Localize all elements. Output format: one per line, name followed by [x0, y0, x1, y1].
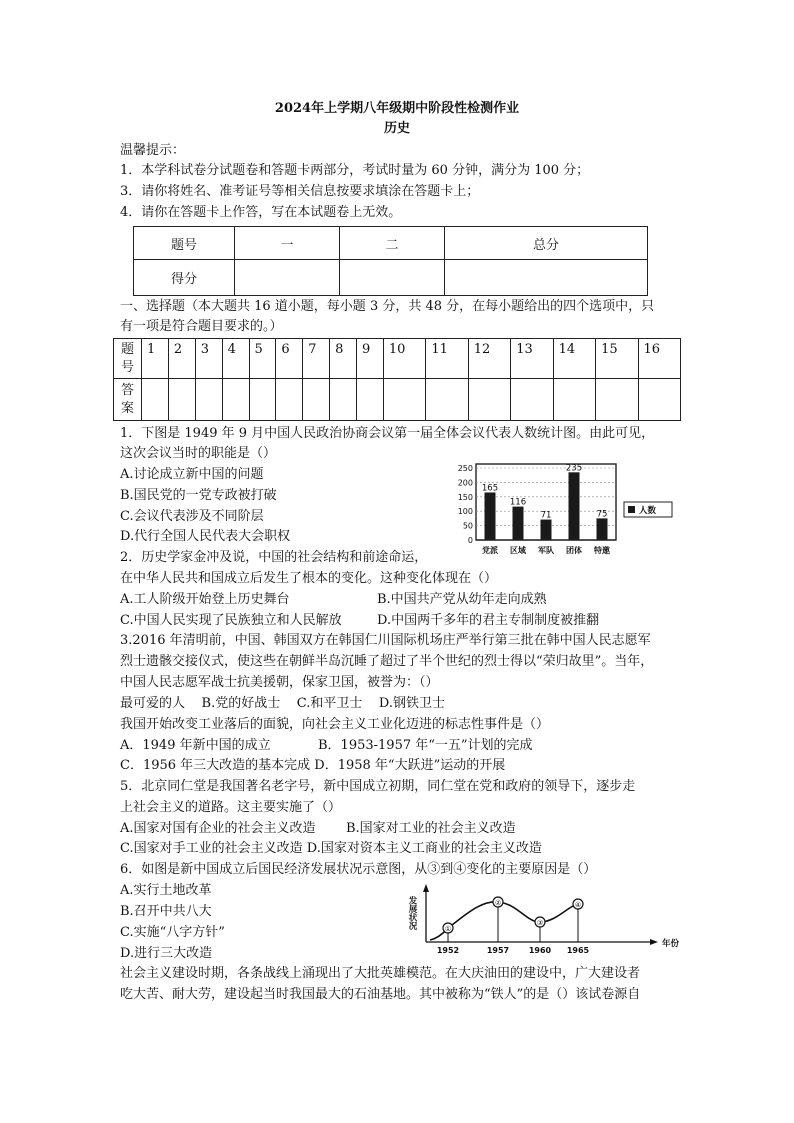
question-1-option-b[interactable]: B.国民党的一党专政被打破 [120, 488, 277, 503]
answer-cell[interactable] [142, 379, 169, 421]
question-3-options[interactable]: 最可爱的人 B.党的好战士 C.和平卫士 D.钢铁卫士 [120, 696, 445, 711]
question-1-stem-cont: 这次会议当时的职能是（） [120, 446, 277, 461]
data-label: 71 [540, 510, 552, 521]
x-tick-label: 团体 [566, 546, 582, 555]
answer-cell[interactable] [195, 379, 222, 421]
answer-cell[interactable] [553, 379, 595, 421]
question-7-stem-cont: 吃大苦、耐大劳，建设起当时我国最大的石油基地。其中被称为“铁人”的是（）该试卷源自 [120, 987, 641, 1002]
question-number-cell: 4 [222, 339, 249, 379]
y-tick-label: 100 [457, 507, 473, 517]
question-number-cell: 6 [276, 339, 303, 379]
y-tick-label: 150 [457, 492, 473, 502]
score-table-header: 一 [235, 227, 340, 260]
legend-swatch [628, 506, 635, 513]
point-label: ① [444, 925, 452, 933]
x-tick-label: 1960 [528, 946, 552, 955]
answer-cell[interactable] [330, 379, 357, 421]
score-table-header: 题号 [134, 227, 235, 260]
question-number-cell: 11 [426, 339, 468, 379]
question-number-cell: 13 [511, 339, 553, 379]
score-cell[interactable] [235, 260, 340, 296]
data-label: 235 [565, 463, 583, 474]
answer-cell[interactable] [357, 379, 384, 421]
question-2-option-c[interactable]: C.中国人民实现了民族独立和人民解放 [120, 613, 342, 628]
data-label: 116 [509, 497, 527, 508]
score-cell[interactable] [445, 260, 648, 296]
question-number-cell: 9 [357, 339, 384, 379]
question-number-cell: 12 [468, 339, 510, 379]
question-2-stem-cont: 在中华人民共和国成立后发生了根本的变化。这种变化体现在（） [120, 571, 498, 586]
answer-cell[interactable] [249, 379, 276, 421]
answer-cell[interactable] [511, 379, 553, 421]
question-2-option-d[interactable]: D.中国两千多年的君主专制制度被推翻 [377, 613, 600, 628]
bar [513, 507, 524, 540]
bar [541, 520, 552, 540]
bar [597, 518, 608, 540]
question-4-option-cd[interactable]: C．1956 年三大改造的基本完成 D．1958 年“大跃进”运动的开展 [120, 758, 506, 773]
point-label: ③ [536, 919, 544, 927]
question-number-cell: 5 [249, 339, 276, 379]
y-tick-label: 200 [457, 478, 473, 488]
notice-item: 1．本学科试卷分试题卷和答题卡两部分，考试时量为 60 分钟，满分为 100 分； [120, 163, 590, 178]
question-1-option-c[interactable]: C.会议代表涉及不同阶层 [120, 509, 264, 524]
x-axis-label: 年份 [662, 939, 680, 949]
question-number-cell: 2 [168, 339, 195, 379]
question-number-cell: 16 [638, 339, 681, 379]
notice-heading: 温馨提示： [120, 143, 186, 158]
y-tick-label: 250 [457, 464, 473, 473]
question-number-cell: 10 [383, 339, 425, 379]
question-5-stem: 5．北京同仁堂是我国著名老字号，新中国成立初期，同仁堂在党和政府的领导下，逐步走 [120, 779, 636, 794]
question-1-option-a[interactable]: A.讨论成立新中国的问题 [120, 467, 264, 482]
score-table-header: 二 [340, 227, 445, 260]
question-5-option-cd[interactable]: C.国家对手工业的社会主义改造 D.国家对资本主义工商业的社会主义改造 [120, 841, 542, 856]
data-label: 165 [481, 483, 499, 494]
question-6-option-d[interactable]: D.进行三大改造 [120, 946, 213, 961]
score-row-label: 得分 [134, 260, 235, 296]
question-4-option-a[interactable]: A．1949 年新中国的成立 [120, 738, 271, 753]
question-3-stem-cont: 烈士遗骸交接仪式，使这些在朝鲜半岛沉睡了超过了半个世纪的烈士得以“荣归故里”。当年， [120, 654, 654, 669]
question-number-cell: 7 [303, 339, 330, 379]
score-table [133, 226, 648, 296]
x-tick-label: 1957 [486, 946, 510, 955]
question-6-option-b[interactable]: B.召开中共八大 [120, 904, 212, 919]
question-2-stem: 2．历史学家金冲及说，中国的社会结构和前途命运， [120, 550, 428, 565]
question-number-cell: 3 [195, 339, 222, 379]
answer-cell[interactable] [168, 379, 195, 421]
question-6-option-c[interactable]: C.实施“八字方针” [120, 925, 225, 940]
notice-item: 4．请你在答题卡上作答，写在本试题卷上无效。 [120, 205, 402, 220]
question-4-option-b[interactable]: B．1953-1957 年“一五”计划的完成 [318, 738, 533, 753]
x-tick-label: 1965 [566, 946, 590, 955]
legend-label: 人数 [639, 506, 657, 516]
exam-subject: 历史 [383, 121, 410, 136]
answer-cell[interactable] [383, 379, 425, 421]
y-tick-label: 0 [467, 536, 473, 545]
question-3-stem: 3.2016 年清明前，中国、韩国双方在韩国仁川国际机场庄严举行第三批在韩中国人民志愿军 [120, 633, 651, 648]
x-tick-label: 党派 [482, 546, 498, 555]
question-3-stem-cont: 中国人民志愿军战士抗美援朝，保家卫国，被誉为：（） [120, 675, 439, 690]
question-1-option-d[interactable]: D.代行全国人民代表大会职权 [120, 529, 291, 544]
answer-row-label: 答 案 [114, 379, 142, 421]
question-number-cell: 15 [596, 339, 638, 379]
economy-trend-diagram [400, 884, 690, 956]
question-6-stem: 6．如图是新中国成立后国民经济发展状况示意图，从③到④变化的主要原因是（） [120, 862, 597, 877]
x-tick-label: 区域 [510, 546, 526, 555]
answer-cell[interactable] [426, 379, 468, 421]
score-cell[interactable] [340, 260, 445, 296]
answer-cell[interactable] [596, 379, 638, 421]
question-number-cell: 1 [142, 339, 169, 379]
question-2-option-b[interactable]: B.中国共产党从幼年走向成熟 [377, 592, 547, 607]
question-5-option-a[interactable]: A.国家对国有企业的社会主义改造 [120, 821, 316, 836]
answer-row-label: 题 号 [114, 339, 142, 379]
notice-item: 3．请你将姓名、准考证号等相关信息按要求填涂在答题卡上； [120, 184, 480, 199]
question-5-stem-cont: 上社会主义的道路。这主要实施了（） [120, 800, 342, 815]
y-axis-label: 发展状况 [407, 896, 417, 930]
score-table-header: 总分 [445, 227, 648, 260]
bar [485, 492, 496, 540]
question-6-option-a[interactable]: A.实行土地改革 [120, 883, 212, 898]
answer-cell[interactable] [468, 379, 510, 421]
y-tick-label: 50 [462, 521, 473, 531]
section-heading: 一、选择题（本大题共 16 道小题，每小题 3 分，共 48 分，在每小题给出的四个选项中，只 [120, 299, 655, 314]
section-heading-cont: 有一项是符合题目要求的。） [120, 319, 283, 334]
x-tick-label: 1952 [436, 946, 460, 955]
exam-title: 2024年上学期八年级期中阶段性检测作业 [274, 101, 520, 116]
bar [569, 472, 580, 540]
x-tick-label: 军队 [538, 546, 554, 555]
question-number-cell: 8 [330, 339, 357, 379]
question-4-stem: 我国开始改变工业落后的面貌，向社会主义工业化迈进的标志性事件是（） [120, 717, 550, 732]
answer-cell[interactable] [303, 379, 330, 421]
question-1-stem: 1．下图是 1949 年 9 月中国人民政治协商会议第一届全体会议代表人数统计图。由此可见， [120, 426, 655, 441]
x-axis-arrow [650, 939, 658, 945]
question-5-option-b[interactable]: B.国家对工业的社会主义改造 [346, 821, 516, 836]
question-number-cell: 14 [553, 339, 595, 379]
question-7-stem: 社会主义建设时期，各条战线上涌现出了大批英雄模范。在大庆油田的建设中，广大建设者 [120, 966, 641, 981]
point-label: ② [494, 899, 502, 907]
point-label: ④ [574, 901, 582, 909]
data-label: 75 [596, 509, 608, 520]
x-tick-label: 特邀 [594, 546, 610, 555]
trend-curve [430, 902, 578, 940]
question-2-option-a[interactable]: A.工人阶级开始登上历史舞台 [120, 592, 290, 607]
answer-table [113, 338, 681, 421]
delegate-bar-chart [448, 458, 674, 562]
y-axis-arrow [423, 884, 429, 892]
answer-cell[interactable] [638, 379, 681, 421]
answer-cell[interactable] [222, 379, 249, 421]
answer-cell[interactable] [276, 379, 303, 421]
